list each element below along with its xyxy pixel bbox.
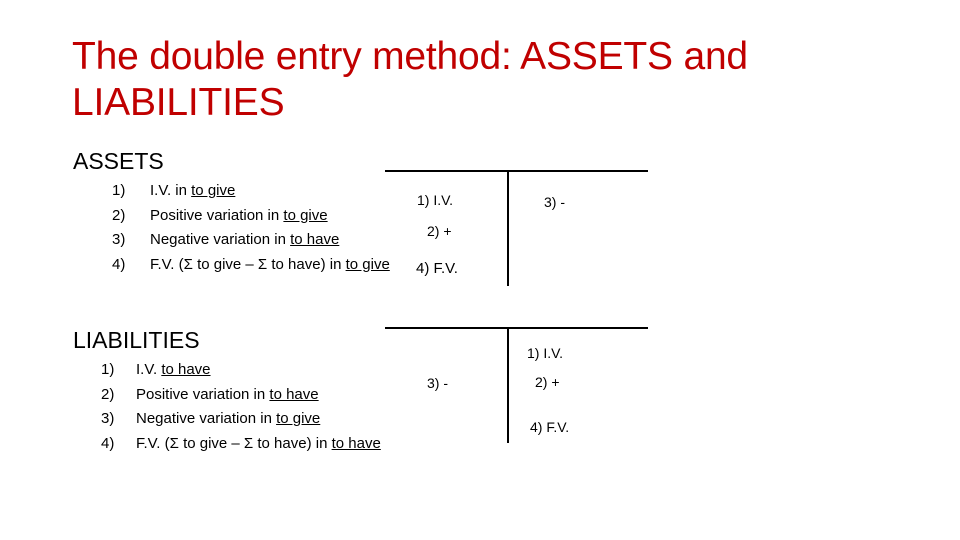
liabilities-entry-plus: 2) + (535, 374, 560, 390)
item-text: Negative variation in (150, 231, 291, 248)
list-item (101, 358, 421, 383)
list-item (112, 253, 432, 278)
liabilities-heading: LIABILITIES (73, 327, 200, 353)
assets-entry-plus: 2) + (427, 223, 452, 239)
item-number: 2) (101, 385, 115, 403)
item-text: I.V. in (150, 182, 192, 199)
assets-list (112, 179, 432, 277)
slide-title: The double entry method: ASSETS and LIABILITIES (72, 35, 748, 124)
liabilities-entry-minus: 3) - (427, 375, 448, 391)
list-item (101, 407, 421, 432)
item-number: 4) (112, 255, 126, 273)
assets-heading: ASSETS (73, 148, 164, 174)
item-number: 4) (101, 434, 115, 452)
assets-entry-minus: 3) - (544, 194, 565, 210)
item-link: to have (290, 231, 340, 248)
item-text: Positive variation in (150, 206, 284, 224)
item-link: to give (191, 182, 236, 199)
liabilities-list (101, 358, 421, 456)
item-text: Positive variation in (136, 385, 270, 403)
assets-entry-fv: 4) F.V. (416, 260, 458, 277)
list-item (101, 383, 421, 408)
item-number: 3) (112, 231, 126, 248)
item-number: 1) (101, 361, 115, 378)
liabilities-t-account-divider (507, 328, 509, 443)
item-text: Negative variation in (136, 410, 277, 427)
item-text: F.V. (Σ to give – Σ to have) in (150, 255, 346, 273)
item-number: 3) (101, 410, 115, 427)
item-text: F.V. (Σ to give – Σ to have) in (136, 434, 332, 452)
list-item (112, 179, 432, 204)
liabilities-entry-iv: 1) I.V. (527, 345, 564, 361)
item-text: I.V. (136, 361, 162, 378)
assets-t-account-top-line (385, 170, 648, 172)
item-number: 1) (112, 182, 126, 199)
assets-t-account-divider (507, 171, 509, 286)
item-link: to have (161, 361, 211, 378)
list-item (101, 432, 421, 457)
item-link: to give (345, 255, 390, 273)
item-number: 2) (112, 206, 126, 224)
item-link: to give (283, 206, 328, 224)
list-item (112, 228, 432, 253)
liabilities-t-account-top-line (385, 327, 648, 329)
item-link: to give (276, 410, 321, 427)
item-link: to have (331, 434, 381, 452)
liabilities-entry-fv: 4) F.V. (530, 419, 570, 435)
assets-entry-iv: 1) I.V. (417, 192, 454, 208)
item-link: to have (269, 385, 319, 403)
list-item (112, 204, 432, 229)
